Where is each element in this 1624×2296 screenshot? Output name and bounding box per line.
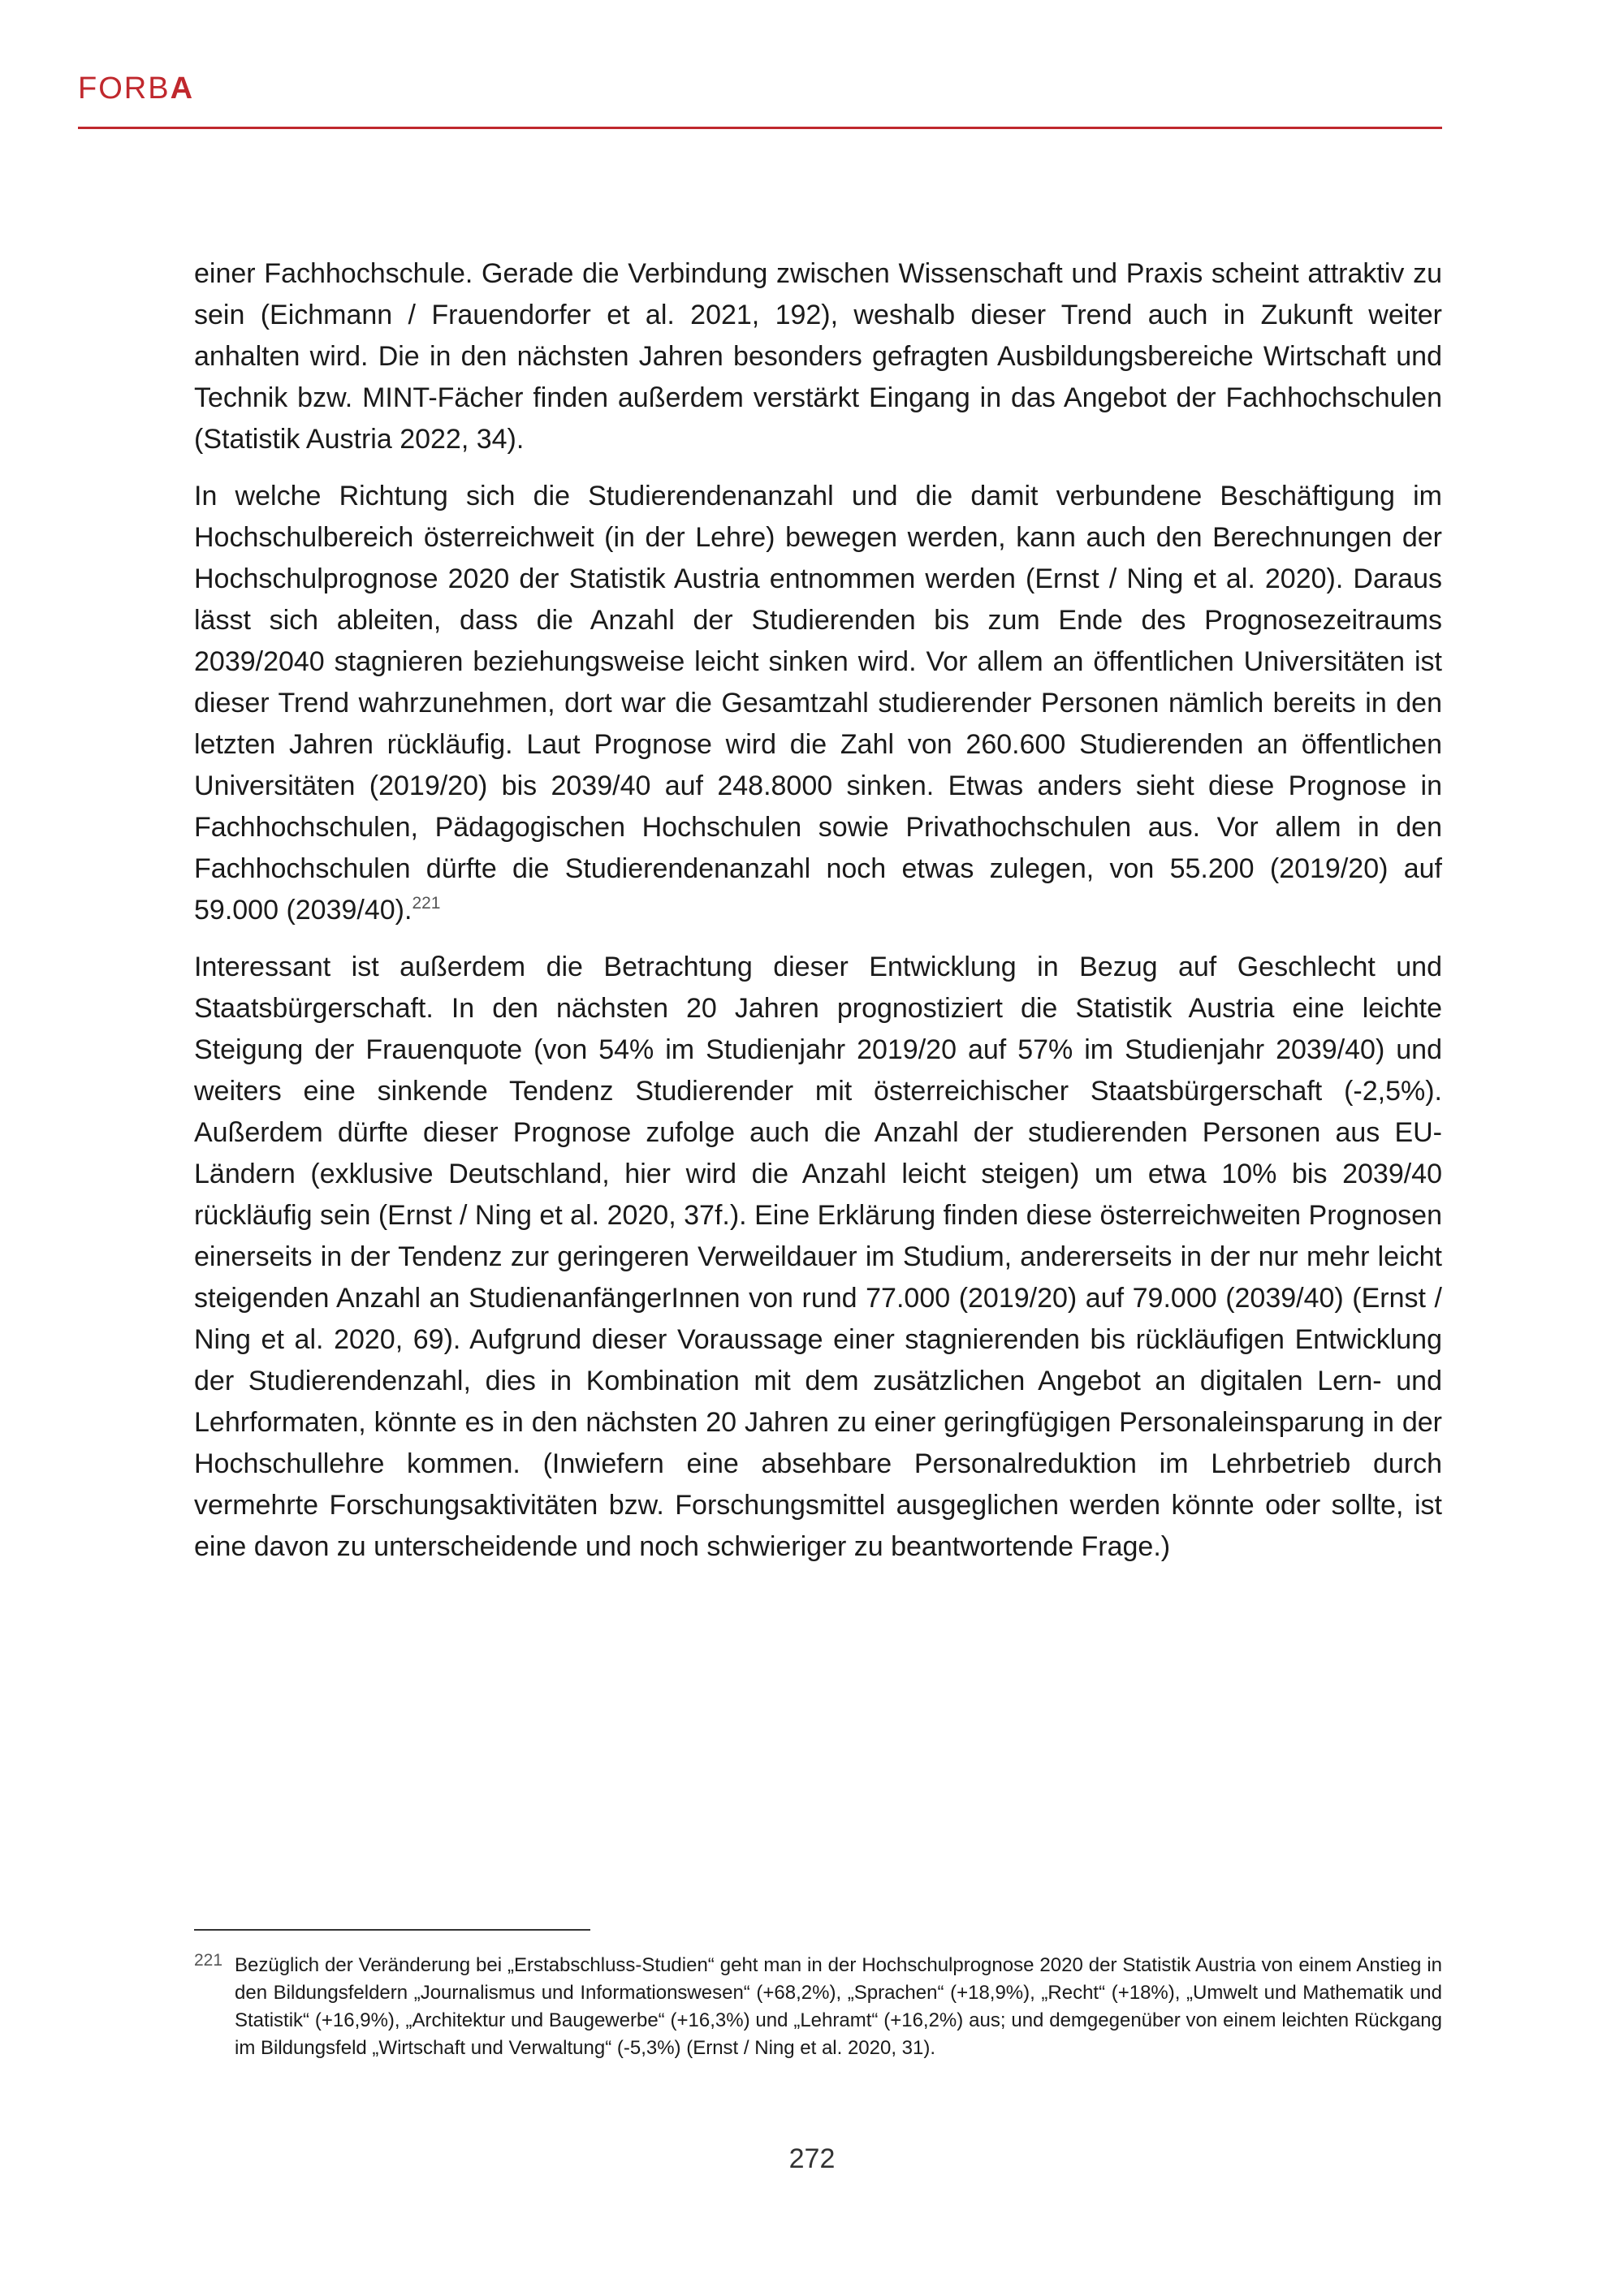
footnote-text: Bezüglich der Veränderung bei „Erstabschluss-Studien“ geht man in der Hochschulprognose 2020 der Statistik Austria von einem Anstieg in den Bildungsfeldern „Journalismus und Informationswesen“ (+68,2%), „Sprachen“ (+18,9%), „Recht“ (+18%), „Umwelt und Mathematik und Statistik“ (+16,9%), „Architektur und Baugewerbe“ (+16,3%) und „Lehramt“ (+16,2%) aus; und demgegenüber von einem leichten Rückgang im Bildungsfeld „Wirtschaft und Verwaltung“ (-5,3%) (Ernst / Ning et al. 2020, 31). [235,1954,1442,2059]
header-logo [78,71,194,106]
logo-text-light: FORB [78,71,171,106]
header-divider [78,127,1442,129]
footnote-number: 221 [194,1951,223,1970]
paragraph-2-text: In welche Richtung sich die Studierendenanzahl und die damit verbundene Beschäftigung im Hochschulbereich österreichweit (in der Lehre) bewegen werden, kann auch den Berechnungen der Hochschulprognose 2020 der Statistik Austria entnommen werden (Ernst / Ning et al. 2020). Daraus lässt sich ableiten, dass die Anzahl der Studierenden bis zum Ende des Prognosezeitraums 2039/2040 stagnieren beziehungsweise leicht sinken wird. Vor allem an öffentlichen Universitäten ist dieser Trend wahrzunehmen, dort war die Gesamtzahl studierender Personen nämlich bereits in den letzten Jahren rückläufig. Laut Prognose wird die Zahl von 260.600 Studierenden an öffentlichen Universitäten (2019/20) bis 2039/40 auf 248.8000 sinken. Etwas anders sieht diese Prognose in Fachhochschulen, Pädagogischen Hochschulen sowie Privathochschulen aus. Vor allem in den Fachhochschulen dürfte die Studierendenanzahl noch etwas zulegen, von 55.200 (2019/20) auf 59.000 (2039/40). [194,481,1442,926]
footnote [194,1952,1442,2062]
logo-text-strong: A [170,71,195,106]
footnote-divider [194,1929,590,1931]
footnote-reference[interactable]: 221 [412,894,441,913]
paragraph-3: Interessant ist außerdem die Betrachtung dieser Entwicklung in Bezug auf Geschlecht und Staatsbürgerschaft. In den nächsten 20 Jahren prognostiziert die Statistik Austria eine leichte Steigung der Frauenquote (von 54% im Studienjahr 2019/20 auf 57% im Studienjahr 2039/40) und weiters eine sinkende Tendenz Studierender mit österreichischer Staatsbürgerschaft (-2,5%). Außerdem dürfte dieser Prognose zufolge auch die Anzahl der studierenden Personen aus EU-Ländern (exklusive Deutschland, hier wird die Anzahl leicht steigen) um etwa 10% bis 2039/40 rückläufig sein (Ernst / Ning et al. 2020, 37f.). Eine Erklärung finden diese österreichweiten Prognosen einerseits in der Tendenz zur geringeren Verweildauer im Studium, andererseits in der nur mehr leicht steigenden Anzahl an StudienanfängerInnen von rund 77.000 (2019/20) auf 79.000 (2039/40) (Ernst / Ning et al. 2020, 69). Aufgrund dieser Voraussage einer stagnierenden bis rückläufigen Entwicklung der Studierendenzahl, dies in Kombination mit dem zusätzlichen Angebot an digitalen Lern- und Lehrformaten, könnte es in den nächsten 20 Jahren zu einer geringfügigen Personaleinsparung in der Hochschullehre kommen. (Inwiefern eine absehbare Personalreduktion im Lehrbetrieb durch vermehrte Forschungsaktivitäten bzw. Forschungsmittel ausgeglichen werden könnte oder sollte, ist eine davon zu unterscheidende und noch schwieriger zu beantwortende Frage.) [194,952,1442,1562]
main-text [194,253,1442,1583]
page-number: 272 [788,2143,836,2174]
paragraph-1: einer Fachhochschule. Gerade die Verbindung zwischen Wissenschaft und Praxis scheint attraktiv zu sein (Eichmann / Frauendorfer et al. 2021, 192), weshalb dieser Trend auch in Zukunft weiter anhalten wird. Die in den nächsten Jahren besonders gefragten Ausbildungsbereiche Wirtschaft und Technik bzw. MINT-Fächer finden außerdem verstärkt Eingang in das Angebot der Fachhochschulen (Statistik Austria 2022, 34). [194,258,1442,455]
paragraph-2 [194,476,1442,931]
